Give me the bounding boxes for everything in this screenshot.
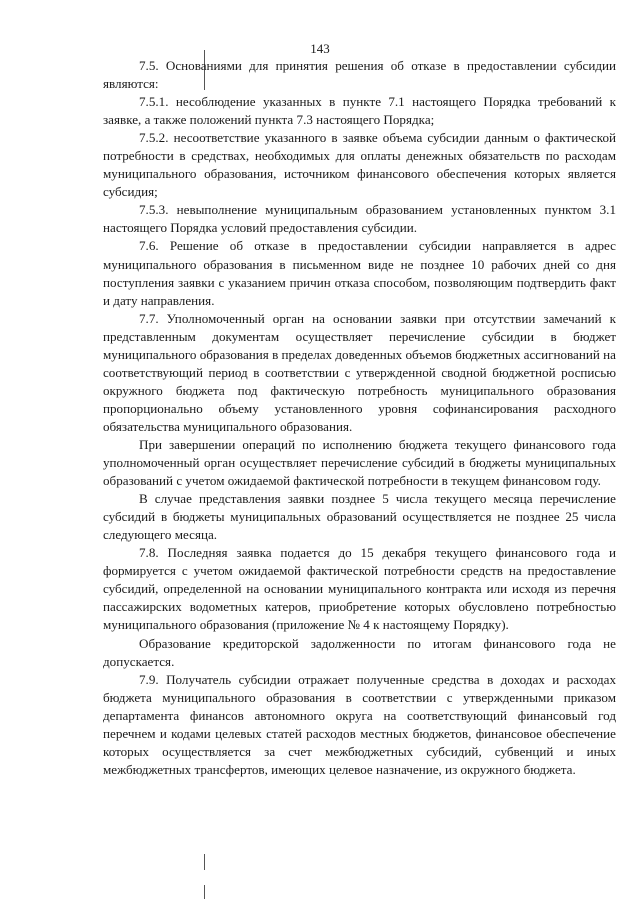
paragraph-7-5-3: 7.5.3. невыполнение муниципальным образованием установленных пунктом 3.1 настоящего Порядка условий предоставления субсидии. [103, 202, 616, 236]
paragraph-7-5: 7.5. Основаниями для принятия решения об отказе в предоставлении субсидии являются: [103, 58, 616, 92]
page-number: 143 [310, 41, 330, 56]
paragraph-7-8-debt: Образование кредиторской задолженности по итогам финансового года не допускается. [103, 635, 616, 669]
scan-artifact-line [204, 854, 205, 870]
paragraph-7-5-2: 7.5.2. несоответствие указанного в заявке объема субсидии данным о фактической потребности в средствах, необходимых для оплаты денежных обязательств по расходам муниципального образования, источником финансового обеспечения которых является субсидия; [103, 130, 616, 200]
paragraph-7-7: 7.7. Уполномоченный орган на основании заявки при отсутствии замечаний к представленным документам осуществляет перечисление субсидии в бюджет муниципального образования в пределах доведенных объемов бюджетных ассигнований на соответствующий период в соответствии с утвержденной сводной бюджетной росписью окружного бюджета под фактическую потребность муниципального образования пропорционально объему установленного уровня софинансирования расходного обязательства муниципального образования. [103, 310, 616, 434]
paragraph-7-7-late-application: В случае представления заявки позднее 5 числа текущего месяца перечисление субсидий в бюджеты муниципальных образований осуществляется не позднее 25 числа следующего месяца. [103, 491, 616, 543]
paragraph-7-6: 7.6. Решение об отказе в предоставлении субсидии направляется в адрес муниципального образования в письменном виде не позднее 10 рабочих дней со дня поступления заявки с указанием причин отказа способом, позволяющим подтвердить факт и дату направления. [103, 238, 616, 308]
paragraph-7-8: 7.8. Последняя заявка подается до 15 декабря текущего финансового года и формируется с учетом ожидаемой фактической потребности средств на предоставление субсидий, определенной на основании муниципального контракта или исходя из перечня пассажирских водометных катеров, приобретение которых обусловлено потребностью муниципального образования (приложение № 4 к настоящему Порядку). [103, 545, 616, 633]
paragraph-7-7-completion: При завершении операций по исполнению бюджета текущего финансового года уполномоченный орган осуществляет перечисление субсидий в бюджеты муниципальных образований с учетом ожидаемой фактической потребности в текущем финансовом году. [103, 436, 616, 489]
paragraph-7-5-1: 7.5.1. несоблюдение указанных в пункте 7.1 настоящего Порядка требований к заявке, а также положений пункта 7.3 настоящего Порядка; [103, 94, 616, 128]
document-body [103, 57, 616, 779]
scan-artifact-line [204, 885, 205, 899]
paragraph-7-9: 7.9. Получатель субсидии отражает полученные средства в доходах и расходах бюджета муниципального образования в соответствии с утвержденными приказом департамента финансов автономного округа на соответствующий финансовый год перечнем и кодами целевых статей расходов местных бюджетов, финансовое обеспечение которых осуществляется за счет межбюджетных субсидий, субвенций и иных межбюджетных трансфертов, имеющих целевое назначение, из окружного бюджета. [103, 671, 616, 777]
